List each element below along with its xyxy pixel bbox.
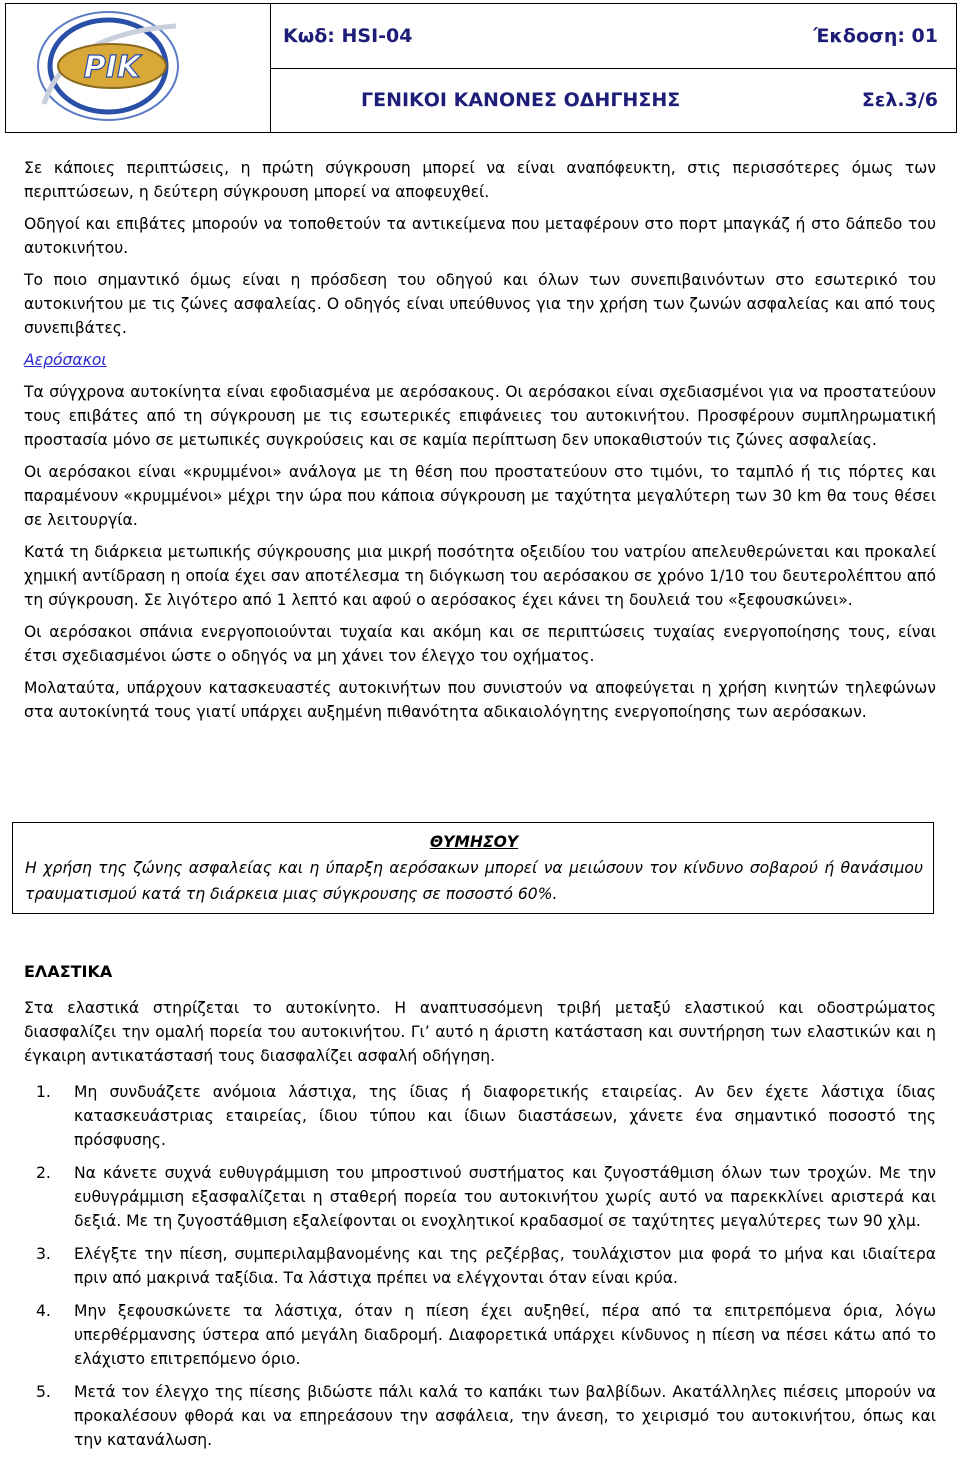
list-item — [24, 1080, 936, 1152]
paragraph: Μολαταύτα, υπάρχουν κατασκευαστές αυτοκινήτων που συνιστούν να αποφεύγεται η χρήση κινητών τηλεφώνων στα αυτοκίνητά τους γιατί υπάρχει αυξημένη πιθανότητα αδικαιολόγητης ενεργοποίησης των αερόσακων. — [24, 679, 936, 721]
tires-heading: ΕΛΑΣΤΙΚΑ — [24, 962, 113, 981]
list-number: 2. — [36, 1164, 51, 1182]
document-header — [5, 3, 957, 133]
paragraph: Οι αερόσακοι είναι «κρυμμένοι» ανάλογα με τη θέση που προστατεύουν στο τιμόνι, το ταμπλό ή τις πόρτες και παραμένουν «κρυμμένοι» μέχρι την ώρα που κάποια σύγκρουση με ταχύτητα μεγαλύτερη των 30 km θα τους θέσει σε λειτουργία. — [24, 463, 936, 529]
header-title-cell — [271, 68, 957, 133]
tires-intro: Στα ελαστικά στηρίζεται το αυτοκίνητο. Η αναπτυσσόμενη τριβή μεταξύ ελαστικού και οδοστρώματος διασφαλίζει την ομαλή πορεία του αυτοκινήτου. Γι’ αυτό η άριστη κατάσταση και συντήρηση των ελαστικών και η έγκαιρη αντικατάστασή τους διασφαλίζει ασφαλή οδήγηση. — [24, 999, 936, 1065]
paragraph: Κατά τη διάρκεια μετωπικής σύγκρουσης μια μικρή ποσότητα οξειδίου του νατρίου απελευθερώνεται και προκαλεί χημική αντίδραση η οποία έχει σαν αποτέλεσμα τη διόγκωση του αερόσακου σε χρόνο 1/10 του δευτερολέπτου από τη σύγκρουση. Σε λιγότερο από 1 λεπτό και αφού ο αερόσακος έχει κάνει τη δουλειά του «ξεφουσκώνει». — [24, 543, 936, 609]
document-edition: Έκδοση: 01 — [813, 24, 938, 47]
reminder-text: Η χρήση της ζώνης ασφαλείας και η ύπαρξη αερόσακων μπορεί να μειώσουν τον κίνδυνο σοβαρού ή θανάσιμου τραυματισμού κατά τη διάρκεια μιας σύγκρουσης σε ποσοστό 60%. — [25, 859, 923, 903]
reminder-box — [12, 822, 934, 914]
airbags-section-link[interactable]: Αερόσακοι — [24, 351, 107, 369]
page-number: Σελ.3/6 — [861, 89, 938, 112]
list-item — [24, 1161, 936, 1233]
header-code-cell — [271, 4, 957, 69]
document-title: ΓΕΝΙΚΟΙ ΚΑΝΟΝΕΣ ΟΔΗΓΗΣΗΣ — [361, 89, 681, 112]
list-number: 1. — [36, 1083, 51, 1101]
logo-cell — [6, 4, 271, 133]
paragraph: Το ποιο σημαντικό όμως είναι η πρόσδεση του οδηγού και όλων των συνεπιβαινόντων στο εσωτερικό του αυτοκινήτου με τις ζώνες ασφαλείας. Ο οδηγός είναι υπεύθυνος για την χρήση των ζωνών ασφαλείας και από τους συνεπιβάτες. — [24, 271, 936, 337]
list-text: Ελέγξτε την πίεση, συμπεριλαμβανομένης και της ρεζέρβας, τουλάχιστον μια φορά το μήνα και ιδιαίτερα πριν από μακρινά ταξίδια. Τα λάστιχα πρέπει να ελέγχονται όταν είναι κρύα. — [74, 1245, 936, 1287]
company-logo — [6, 4, 270, 128]
paragraph: Σε κάποιες περιπτώσεις, η πρώτη σύγκρουση μπορεί να είναι αναπόφευκτη, στις περισσότερες όμως των περιπτώσεων, η δεύτερη σύγκρουση μπορεί να αποφευχθεί. — [24, 159, 936, 201]
list-number: 4. — [36, 1302, 51, 1320]
paragraph: Οδηγοί και επιβάτες μπορούν να τοποθετούν τα αντικείμενα που μεταφέρουν στο πορτ μπαγκάζ ή στο δάπεδο του αυτοκινήτου. — [24, 215, 936, 257]
paragraph: Τα σύγχρονα αυτοκίνητα είναι εφοδιασμένα με αερόσακους. Οι αερόσακοι είναι σχεδιασμένοι για να προστατεύουν τους επιβάτες από τη σύγκρουση με τις εσωτερικές επιφάνειες του αυτοκινήτου. Προσφέρουν συμπληρωματική προστασία μόνο σε μετωπικές συγκρούσεις και σε καμία περίπτωση δεν υποκαθιστούν τις ζώνες ασφαλείας. — [24, 383, 936, 449]
document-code: Κωδ: HSI-04 — [283, 24, 413, 47]
list-item — [24, 1242, 936, 1290]
list-number: 5. — [36, 1383, 51, 1401]
list-item — [24, 1299, 936, 1371]
list-text: Μετά τον έλεγχο της πίεσης βιδώστε πάλι καλά το καπάκι των βαλβίδων. Ακατάλληλες πιέσεις μπορούν να προκαλέσουν φθορά και να επηρεάσουν την ασφάλεια, την άνεση, το χειρισμό του αυτοκινήτου, όπως και την κατανάλωση. — [74, 1383, 936, 1449]
list-item — [24, 1380, 936, 1452]
logo-text: PIK — [83, 50, 141, 85]
list-text: Να κάνετε συχνά ευθυγράμμιση του μπροστινού συστήματος και ζυγοστάθμιση όλων των τροχών. Με την ευθυγράμμιση εξασφαλίζεται η σταθερή πορεία του αυτοκινήτου χωρίς αυτό να παρεκκλίνει αριστερά και δεξιά. Με τη ζυγοστάθμιση εξαλείφονται οι ενοχλητικοί κραδασμοί σε ταχύτητες μεγαλύτερες των 90 χλμ. — [74, 1164, 936, 1230]
list-number: 3. — [36, 1245, 51, 1263]
tires-section — [24, 960, 936, 1461]
list-text: Μην ξεφουσκώνετε τα λάστιχα, όταν η πίεση έχει αυξηθεί, πέρα από τα επιτρεπόμενα όρια, λόγω υπερθέρμανσης ύστερα από μεγάλη διαδρομή. Διαφορετικά υπάρχει κίνδυνος η πίεση να πέσει κάτω από το ελάχιστο επιτρεπόμενο όριο. — [74, 1302, 936, 1368]
main-content — [24, 156, 936, 724]
paragraph: Οι αερόσακοι σπάνια ενεργοποιούνται τυχαία και ακόμη και σε περιπτώσεις τυχαίας ενεργοποίησης τους, είναι έτσι σχεδιασμένοι ώστε ο οδηγός να μη χάνει τον έλεγχο του οχήματος. — [24, 623, 936, 665]
tires-list — [24, 1080, 936, 1452]
list-text: Μη συνδυάζετε ανόμοια λάστιχα, της ίδιας ή διαφορετικής εταιρείας. Αν δεν έχετε λάστιχα ίδιας κατασκευάστριας εταιρείας, ίδιου τύπου και ίδιων διαστάσεων, χάνετε ένα σημαντικό ποσοστό της πρόσφυσης. — [74, 1083, 936, 1149]
reminder-title: ΘΥΜΗΣΟΥ — [429, 833, 519, 851]
